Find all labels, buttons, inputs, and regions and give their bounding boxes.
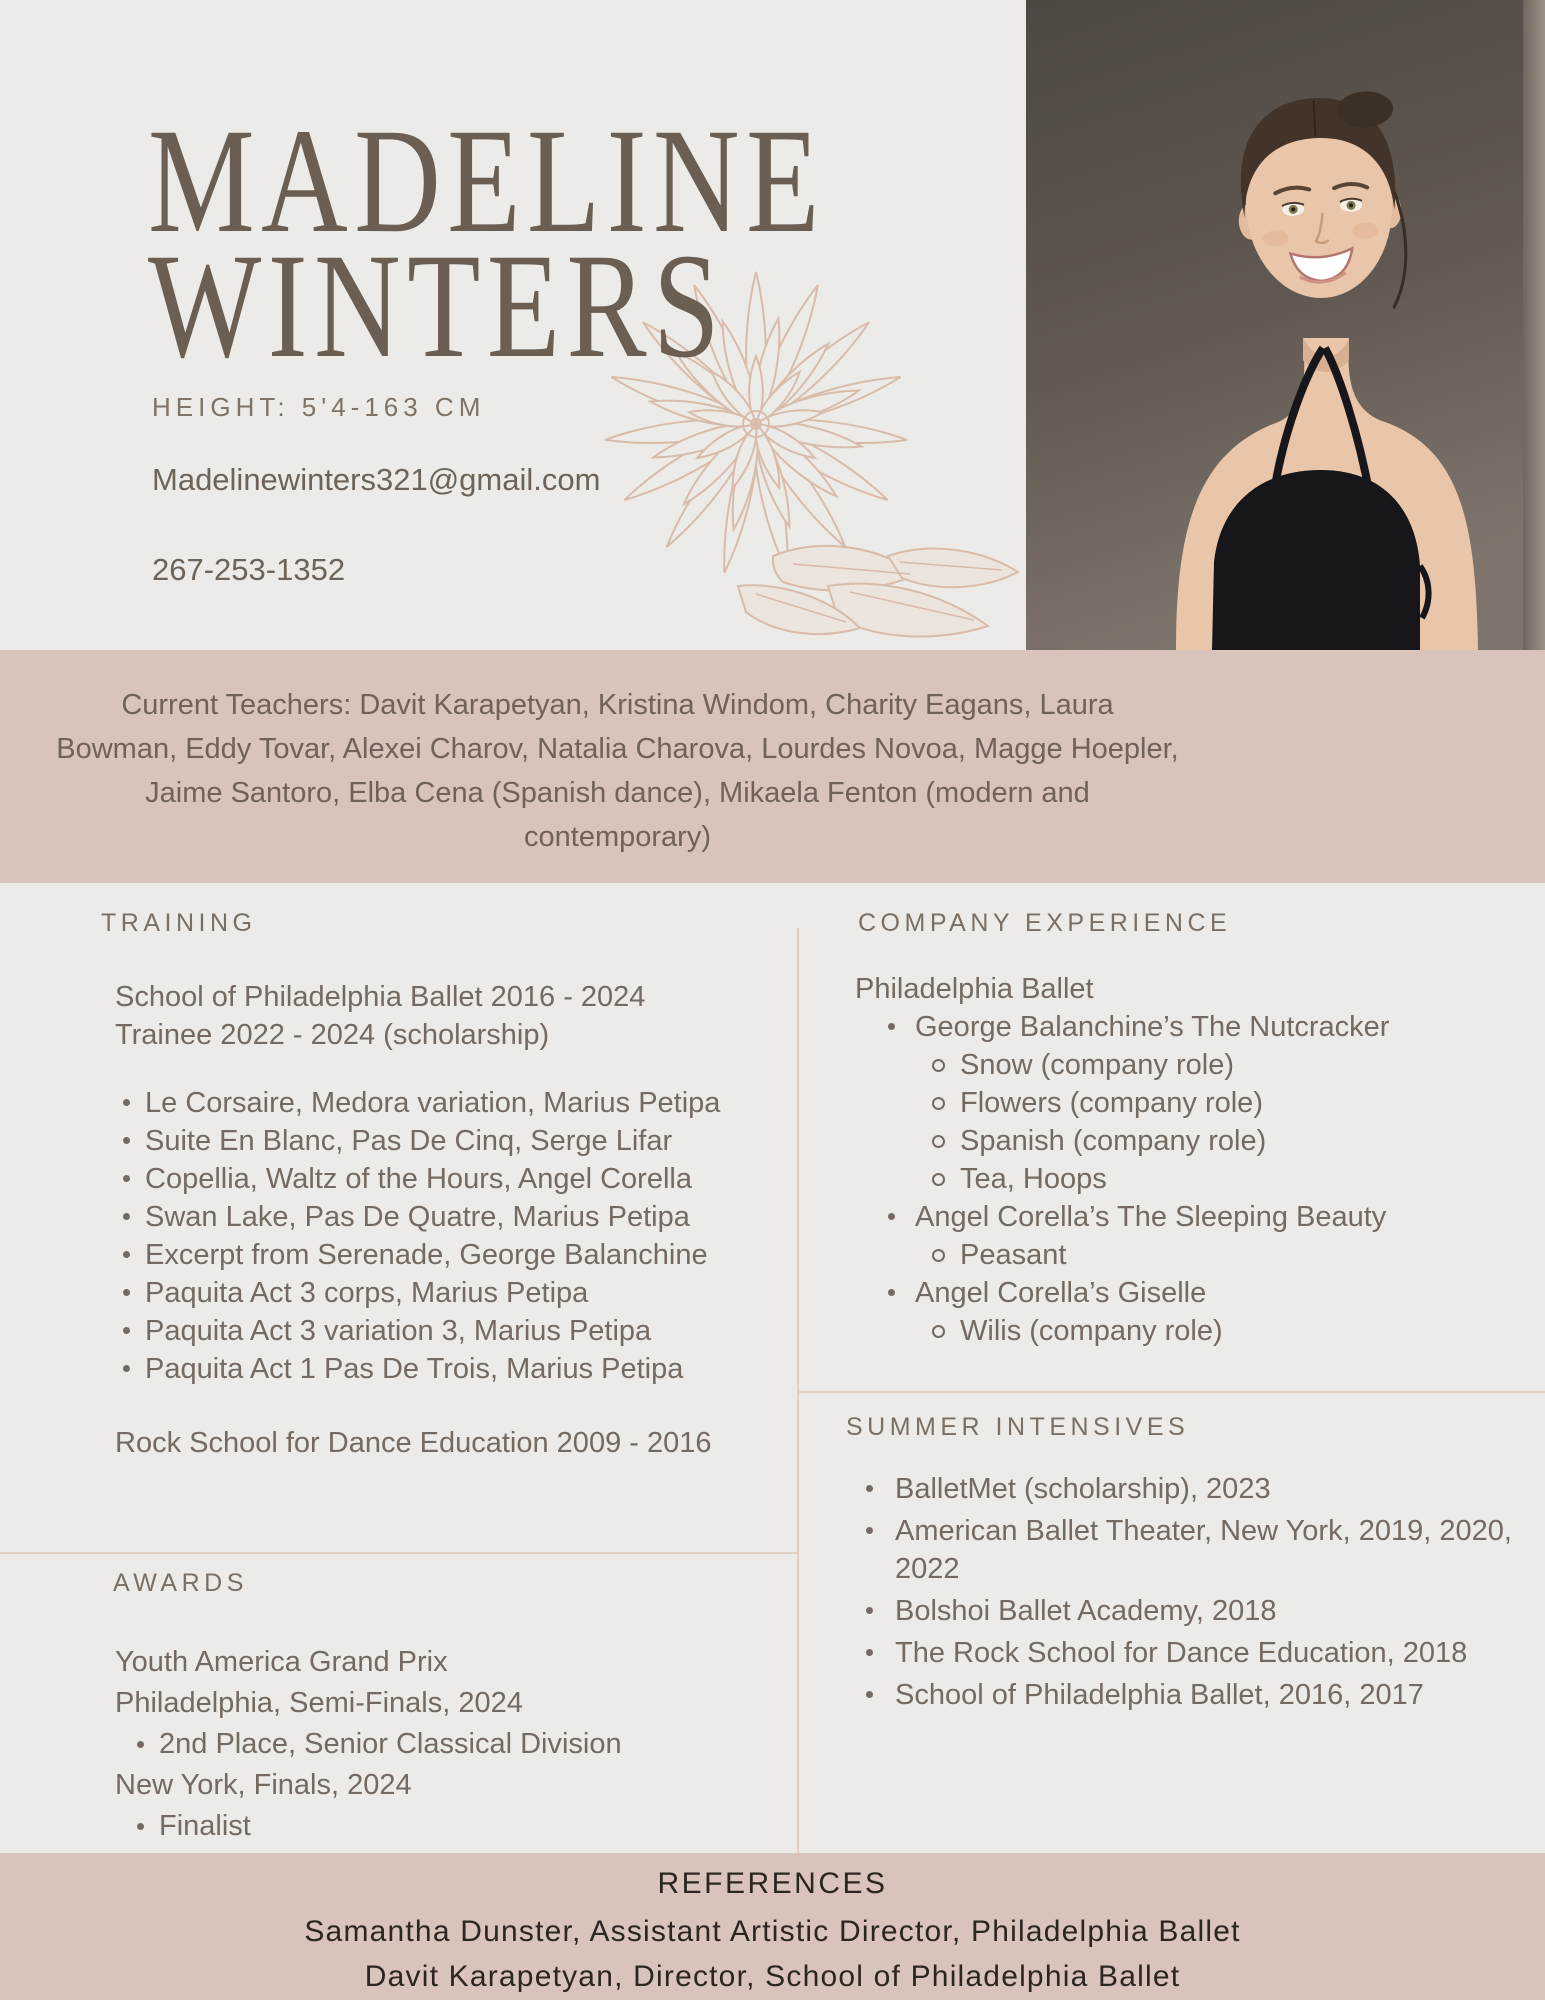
training-repertoire-list	[115, 1084, 773, 1388]
production-role: Tea, Hoops	[846, 1160, 1526, 1198]
awards-divider	[0, 1552, 798, 1554]
repertoire-item: Paquita Act 1 Pas De Trois, Marius Petipa	[115, 1350, 773, 1388]
flower-leaves	[738, 546, 1018, 637]
training-school-lines	[115, 978, 773, 1054]
production-title: George Balanchine’s The Nutcracker	[846, 1008, 1526, 1046]
award-result: 2nd Place, Senior Classical Division	[115, 1724, 773, 1765]
productions-list	[846, 1008, 1526, 1350]
phone-number: 267-253-1352	[152, 552, 346, 587]
email-address: Madelinewinters321@gmail.com	[152, 462, 601, 497]
training-footer: Rock School for Dance Education 2009 - 2016	[115, 1427, 712, 1459]
teachers-line: Bowman, Eddy Tovar, Alexei Charov, Natalia Charova, Lourdes Novoa, Magge Hoepler,	[56, 733, 1179, 765]
repertoire-item: Paquita Act 3 variation 3, Marius Petipa	[115, 1312, 773, 1350]
production-title: Angel Corella’s The Sleeping Beauty	[846, 1198, 1526, 1236]
award-result: Finalist	[115, 1806, 773, 1847]
repertoire-item: Paquita Act 3 corps, Marius Petipa	[115, 1274, 773, 1312]
company-experience-title: COMPANY EXPERIENCE	[858, 909, 1232, 937]
reference-entry: Samantha Dunster, Assistant Artistic Director, Philadelphia Ballet	[304, 1915, 1241, 1948]
references-title: REFERENCES	[657, 1867, 888, 1900]
summer-intensive-item: American Ballet Theater, New York, 2019, 2020, 2022	[846, 1512, 1536, 1588]
production-roles	[846, 1236, 1526, 1274]
reference-entry: Davit Karapetyan, Director, School of Philadelphia Ballet	[364, 1960, 1181, 1993]
summer-intensive-item: BalletMet (scholarship), 2023	[846, 1470, 1536, 1508]
production-title: Angel Corella’s Giselle	[846, 1274, 1526, 1312]
production-role: Wilis (company role)	[846, 1312, 1526, 1350]
training-school-line: School of Philadelphia Ballet 2016 - 2024	[115, 981, 646, 1013]
awards-title: AWARDS	[113, 1569, 248, 1597]
award-results	[115, 1806, 773, 1847]
height-stat: HEIGHT: 5'4-163 CM	[152, 392, 486, 422]
production-item	[846, 1008, 1526, 1198]
production-roles	[846, 1046, 1526, 1198]
references-footer	[0, 1853, 1545, 2000]
repertoire-item: Swan Lake, Pas De Quatre, Marius Petipa	[115, 1198, 773, 1236]
summer-intensive-item: Bolshoi Ballet Academy, 2018	[846, 1592, 1536, 1630]
repertoire-item: Le Corsaire, Medora variation, Marius Petipa	[115, 1084, 773, 1122]
section-company-experience	[846, 910, 1526, 1350]
repertoire-item: Excerpt from Serenade, George Balanchine	[115, 1236, 773, 1274]
repertoire-item: Copellia, Waltz of the Hours, Angel Corella	[115, 1160, 773, 1198]
production-role: Spanish (company role)	[846, 1122, 1526, 1160]
company-name: Philadelphia Ballet	[855, 973, 1094, 1005]
repertoire-item: Suite En Blanc, Pas De Cinq, Serge Lifar	[115, 1122, 773, 1160]
production-role: Snow (company role)	[846, 1046, 1526, 1084]
production-item	[846, 1274, 1526, 1350]
section-training	[101, 910, 773, 1462]
teachers-line: Current Teachers: Davit Karapetyan, Kristina Windom, Charity Eagans, Laura	[121, 689, 1114, 721]
references-list	[0, 1909, 1545, 1999]
summer-intensives-title: SUMMER INTENSIVES	[846, 1413, 1190, 1441]
summer-divider	[798, 1391, 1545, 1393]
current-teachers-banner	[0, 650, 1545, 883]
award-results	[115, 1724, 773, 1765]
production-roles	[846, 1312, 1526, 1350]
award-group	[115, 1765, 773, 1847]
production-role: Peasant	[846, 1236, 1526, 1274]
awards-groups	[115, 1642, 773, 1847]
production-item	[846, 1198, 1526, 1274]
award-event: Youth America Grand Prix	[115, 1646, 448, 1678]
training-school-line: Trainee 2022 - 2024 (scholarship)	[115, 1019, 550, 1051]
award-group	[115, 1683, 773, 1765]
current-teachers-text	[40, 683, 1195, 859]
summer-intensive-item: The Rock School for Dance Education, 2018	[846, 1634, 1536, 1672]
award-group	[115, 1642, 773, 1683]
photo-backdrop-edge	[1523, 0, 1545, 650]
award-event: New York, Finals, 2024	[115, 1769, 412, 1801]
summer-intensives-list	[846, 1470, 1536, 1714]
section-summer-intensives	[846, 1414, 1536, 1718]
teachers-line: Jaime Santoro, Elba Cena (Spanish dance), Mikaela Fenton (modern and	[145, 777, 1090, 809]
summer-intensive-item: School of Philadelphia Ballet, 2016, 2017	[846, 1676, 1536, 1714]
award-event: Philadelphia, Semi-Finals, 2024	[115, 1687, 523, 1719]
page-title-first-name: MADELINE	[148, 98, 826, 264]
teachers-line: contemporary)	[524, 821, 711, 853]
training-title: TRAINING	[101, 909, 257, 937]
section-awards	[101, 1570, 773, 1847]
production-role: Flowers (company role)	[846, 1084, 1526, 1122]
headshot-photo	[1026, 0, 1545, 650]
page-title-last-name: WINTERS	[148, 223, 727, 389]
